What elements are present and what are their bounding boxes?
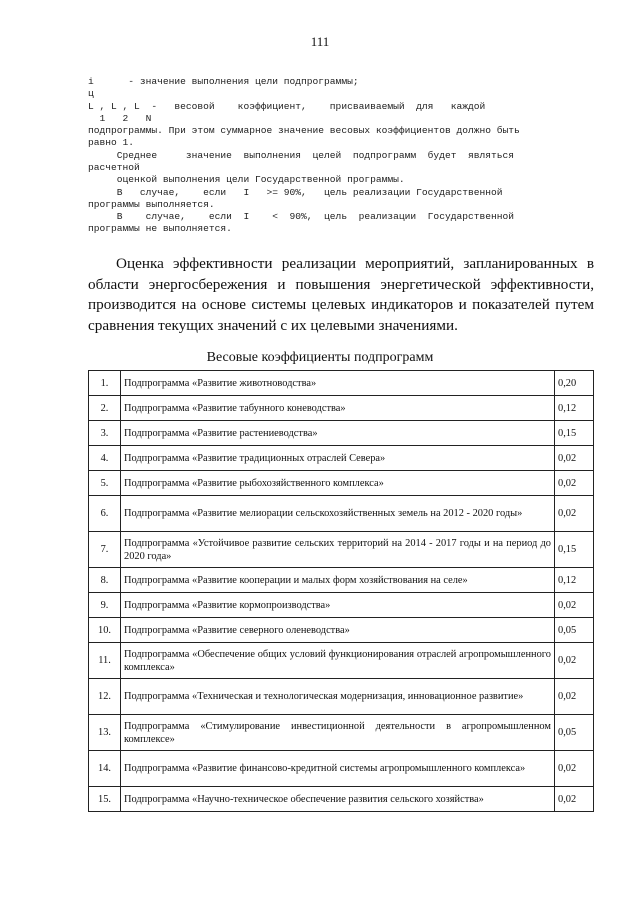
row-name: Подпрограмма «Развитие растениеводства»: [121, 421, 555, 446]
table-row: [89, 471, 594, 496]
row-number: 11.: [89, 643, 121, 679]
row-value: 0,12: [555, 568, 594, 593]
formula-line: программы не выполняется.: [88, 223, 232, 234]
row-name: Подпрограмма «Техническая и технологическая модернизация, инновационное развитие»: [121, 679, 555, 715]
table-row: [89, 679, 594, 715]
row-number: 1.: [89, 371, 121, 396]
table-row: [89, 396, 594, 421]
formula-line: ц: [88, 88, 94, 99]
row-name: Подпрограмма «Развитие северного оленеводства»: [121, 618, 555, 643]
row-value: 0,15: [555, 532, 594, 568]
row-value: 0,12: [555, 396, 594, 421]
row-value: 0,02: [555, 751, 594, 787]
row-name: Подпрограмма «Научно-техническое обеспечение развития сельского хозяйства»: [121, 787, 555, 812]
row-number: 13.: [89, 715, 121, 751]
row-number: 7.: [89, 532, 121, 568]
table-row: [89, 593, 594, 618]
row-name: Подпрограмма «Устойчивое развитие сельских территорий на 2014 - 2017 годы и на период до 2020 года»: [121, 532, 555, 568]
row-number: 8.: [89, 568, 121, 593]
table-title: Весовые коэффициенты подпрограмм: [206, 350, 434, 365]
row-value: 0,02: [555, 679, 594, 715]
row-name: Подпрограмма «Развитие кормопроизводства»: [121, 593, 555, 618]
row-name: Подпрограмма «Развитие рыбохозяйственного комплекса»: [121, 471, 555, 496]
formula-line: программы выполняется.: [88, 199, 215, 210]
row-number: 12.: [89, 679, 121, 715]
row-value: 0,02: [555, 446, 594, 471]
table-row: [89, 787, 594, 812]
row-name: Подпрограмма «Развитие финансово-кредитной системы агропромышленного комплекса»: [121, 751, 555, 787]
row-number: 2.: [89, 396, 121, 421]
weights-table: [88, 370, 594, 812]
row-value: 0,15: [555, 421, 594, 446]
table-row: [89, 643, 594, 679]
table-row: [89, 568, 594, 593]
formula-line: 1 2 N: [88, 113, 152, 124]
formula-line: расчетной: [88, 162, 140, 173]
row-name: Подпрограмма «Развитие табунного коневодства»: [121, 396, 555, 421]
row-name: Подпрограмма «Развитие кооперации и малых форм хозяйствования на селе»: [121, 568, 555, 593]
table-row: [89, 618, 594, 643]
formula-line: i - значение выполнения цели подпрограммы;: [88, 76, 359, 87]
row-number: 10.: [89, 618, 121, 643]
table-row: [89, 715, 594, 751]
row-number: 3.: [89, 421, 121, 446]
formula-line: оценкой выполнения цели Государственной программы.: [88, 174, 405, 185]
row-number: 14.: [89, 751, 121, 787]
row-number: 5.: [89, 471, 121, 496]
main-paragraph: Оценка эффективности реализации мероприятий, запланированных в области энергосбережения и повышения энергетической эффективности, производится на основе системы целевых индикаторов и показателей путем сравнения текущих значений с их целевыми значениями.: [88, 255, 594, 334]
formula-line: L , L , L - весовой коэффициент, присваиваемый для каждой: [88, 101, 486, 112]
row-value: 0,05: [555, 618, 594, 643]
row-name: Подпрограмма «Развитие мелиорации сельскохозяйственных земель на 2012 - 2020 годы»: [121, 496, 555, 532]
formula-line: В случае, если I >= 90%, цель реализации Государственной: [88, 187, 503, 198]
row-value: 0,05: [555, 715, 594, 751]
table-row: [89, 371, 594, 396]
formula-line: В случае, если I < 90%, цель реализации Государственной: [88, 211, 515, 222]
formula-line: Среднее значение выполнения целей подпрограмм будет являться: [88, 150, 515, 161]
row-value: 0,02: [555, 593, 594, 618]
formula-line: равно 1.: [88, 137, 135, 148]
row-number: 4.: [89, 446, 121, 471]
row-number: 9.: [89, 593, 121, 618]
row-value: 0,20: [555, 371, 594, 396]
row-number: 15.: [89, 787, 121, 812]
table-row: [89, 446, 594, 471]
table-row: [89, 751, 594, 787]
row-value: 0,02: [555, 787, 594, 812]
table-row: [89, 421, 594, 446]
row-name: Подпрограмма «Развитие традиционных отраслей Севера»: [121, 446, 555, 471]
page-number: 111: [310, 34, 330, 49]
row-name: Подпрограмма «Развитие животноводства»: [121, 371, 555, 396]
row-name: Подпрограмма «Обеспечение общих условий функционирования отраслей агропромышленного комплекса»: [121, 643, 555, 679]
formula-line: подпрограммы. При этом суммарное значение весовых коэффициентов должно быть: [88, 125, 520, 136]
row-name: Подпрограмма «Стимулирование инвестиционной деятельности в агропромышленном комплексе»: [121, 715, 555, 751]
table-row: [89, 496, 594, 532]
row-value: 0,02: [555, 643, 594, 679]
row-number: 6.: [89, 496, 121, 532]
row-value: 0,02: [555, 496, 594, 532]
table-row: [89, 532, 594, 568]
row-value: 0,02: [555, 471, 594, 496]
